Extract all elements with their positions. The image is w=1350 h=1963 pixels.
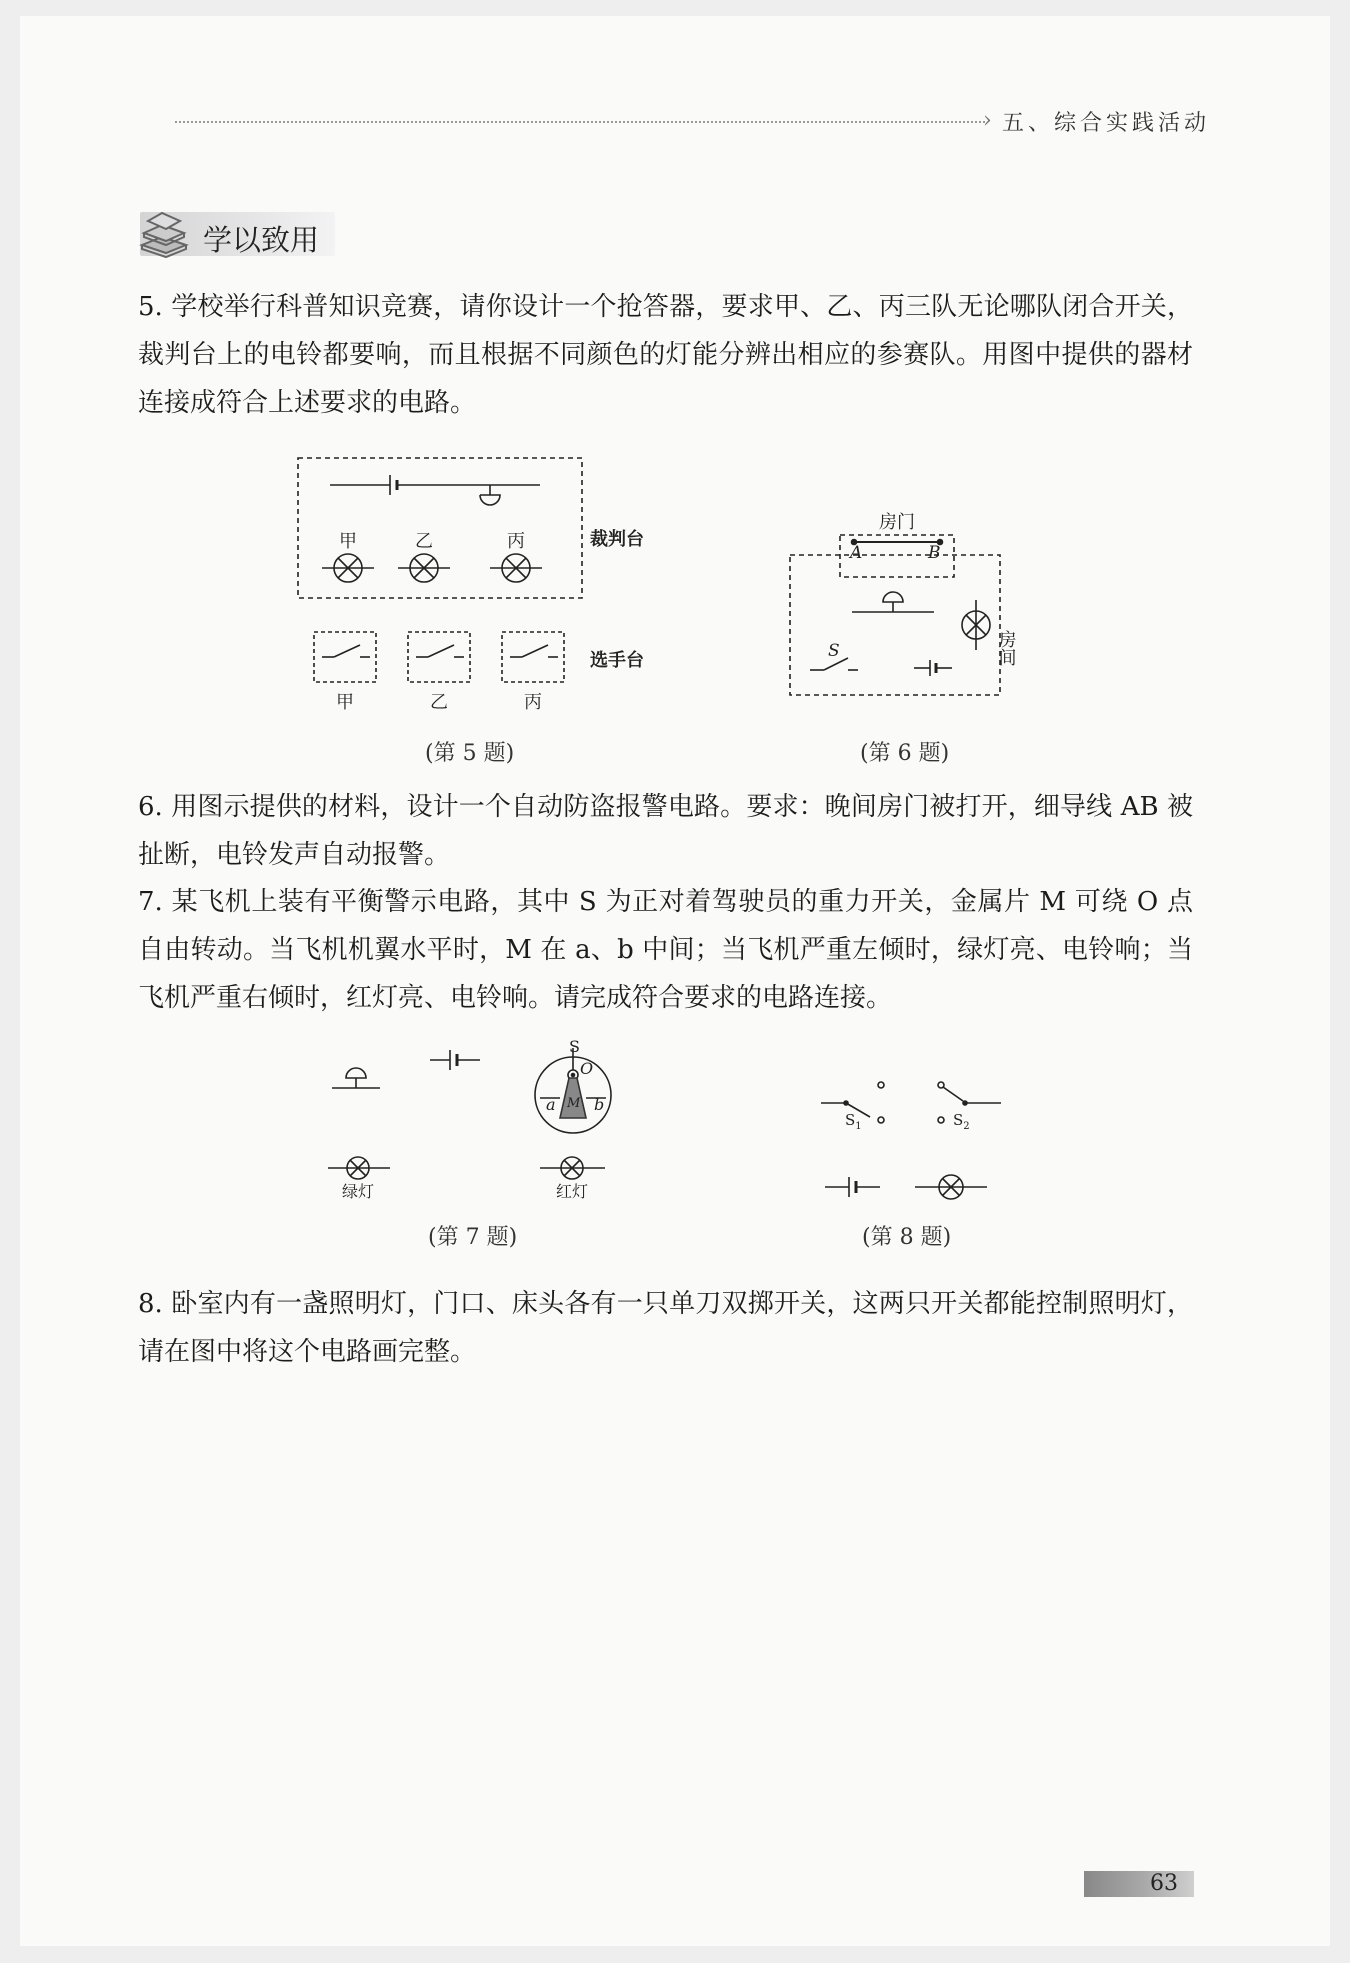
room-label: 房间 — [995, 630, 1017, 666]
judge-label: 裁判台 — [590, 529, 644, 550]
figure-5-caption: (第 5 题) — [425, 741, 515, 766]
header-arrow-icon: › — [983, 108, 992, 133]
bell-icon — [332, 1068, 380, 1088]
switch-s-label: S — [569, 1040, 580, 1056]
battery-icon — [825, 1177, 880, 1197]
switch-bing-icon — [502, 632, 564, 682]
contact-b-label: b — [594, 1095, 605, 1114]
bell-icon — [852, 592, 934, 612]
figure-5 — [290, 450, 670, 740]
pivot-o-label: O — [580, 1059, 594, 1078]
room-box — [790, 555, 1000, 695]
switch-s-label: S — [828, 641, 840, 661]
s1-label: $S_1$ — [845, 1111, 862, 1132]
switch-label-jia: 甲 — [336, 692, 354, 713]
question-6: 6. 用图示提供的材料，设计一个自动防盗报警电路。要求：晚间房门被打开，细导线 AB 被扯断，电铃发声自动报警。 — [138, 792, 1193, 870]
gravity-switch-icon — [535, 1048, 611, 1133]
question-8: 8. 卧室内有一盏照明灯，门口、床头各有一只单刀双掷开关，这两只开关都能控制照明灯，请在图中将这个电路画完整。 — [138, 1289, 1193, 1367]
plate-m-label: M — [567, 1096, 581, 1111]
figure-8 — [815, 1075, 1015, 1215]
lamp-bing-icon — [490, 554, 542, 582]
red-lamp-label: 红灯 — [555, 1182, 589, 1201]
lamp-yi-icon — [398, 554, 450, 582]
question-5: 5. 学校举行科普知识竞赛，请你设计一个抢答器，要求甲、乙、丙三队无论哪队闭合开关，裁判台上的电铃都要响，而且根据不同颜色的灯能分辨出相应的参赛队。用图中提供的器材连接成符合上述要求的电路。 — [138, 292, 1193, 418]
red-lamp-icon — [540, 1157, 605, 1179]
judge-box — [298, 458, 582, 598]
switch-s2-icon — [938, 1082, 1001, 1123]
section-title: 学以致用 — [203, 223, 320, 257]
bell-icon — [480, 495, 500, 505]
switch-jia-icon — [314, 632, 376, 682]
books-icon — [136, 205, 192, 261]
lamp-label-yi: 乙 — [415, 531, 433, 552]
lamp-icon — [962, 600, 990, 650]
switch-yi-icon — [408, 632, 470, 682]
lamp-icon — [915, 1175, 987, 1199]
s2-label: $S_2$ — [953, 1111, 970, 1132]
lamp-label-jia: 甲 — [339, 531, 357, 552]
lamp-jia-icon — [322, 554, 374, 582]
point-b-label: B — [928, 543, 941, 563]
door-label: 房门 — [879, 512, 915, 533]
switch-label-bing: 丙 — [524, 692, 542, 713]
question-7: 7. 某飞机上装有平衡警示电路，其中 S 为正对着驾驶员的重力开关，金属片 M 可绕 O 点自由转动。当飞机机翼水平时，M 在 a、b 中间；当飞机严重左倾时，绿灯亮、电铃响；当飞机严重右倾时，红灯亮、电铃响。请完成符合要求的电路连接。 — [138, 887, 1193, 1013]
player-label: 选手台 — [590, 650, 644, 671]
figure-8-caption: (第 8 题) — [862, 1225, 952, 1250]
switch-label-yi: 乙 — [430, 692, 448, 713]
point-a-label: A — [850, 543, 863, 563]
figure-7 — [320, 1040, 640, 1215]
chapter-title: 五、综合实践活动 — [1002, 111, 1211, 136]
figure-7-caption: (第 7 题) — [428, 1225, 518, 1250]
figure-6 — [780, 500, 1040, 710]
header-dotted-rule — [175, 121, 985, 123]
contact-a-label: a — [546, 1095, 556, 1114]
lamp-label-bing: 丙 — [507, 531, 525, 552]
page-number: 63 — [1150, 1871, 1178, 1896]
battery-icon — [430, 1050, 480, 1070]
figure-6-caption: (第 6 题) — [860, 741, 950, 766]
green-lamp-icon — [328, 1157, 390, 1179]
battery-icon — [914, 660, 952, 676]
green-lamp-label: 绿灯 — [341, 1182, 375, 1201]
